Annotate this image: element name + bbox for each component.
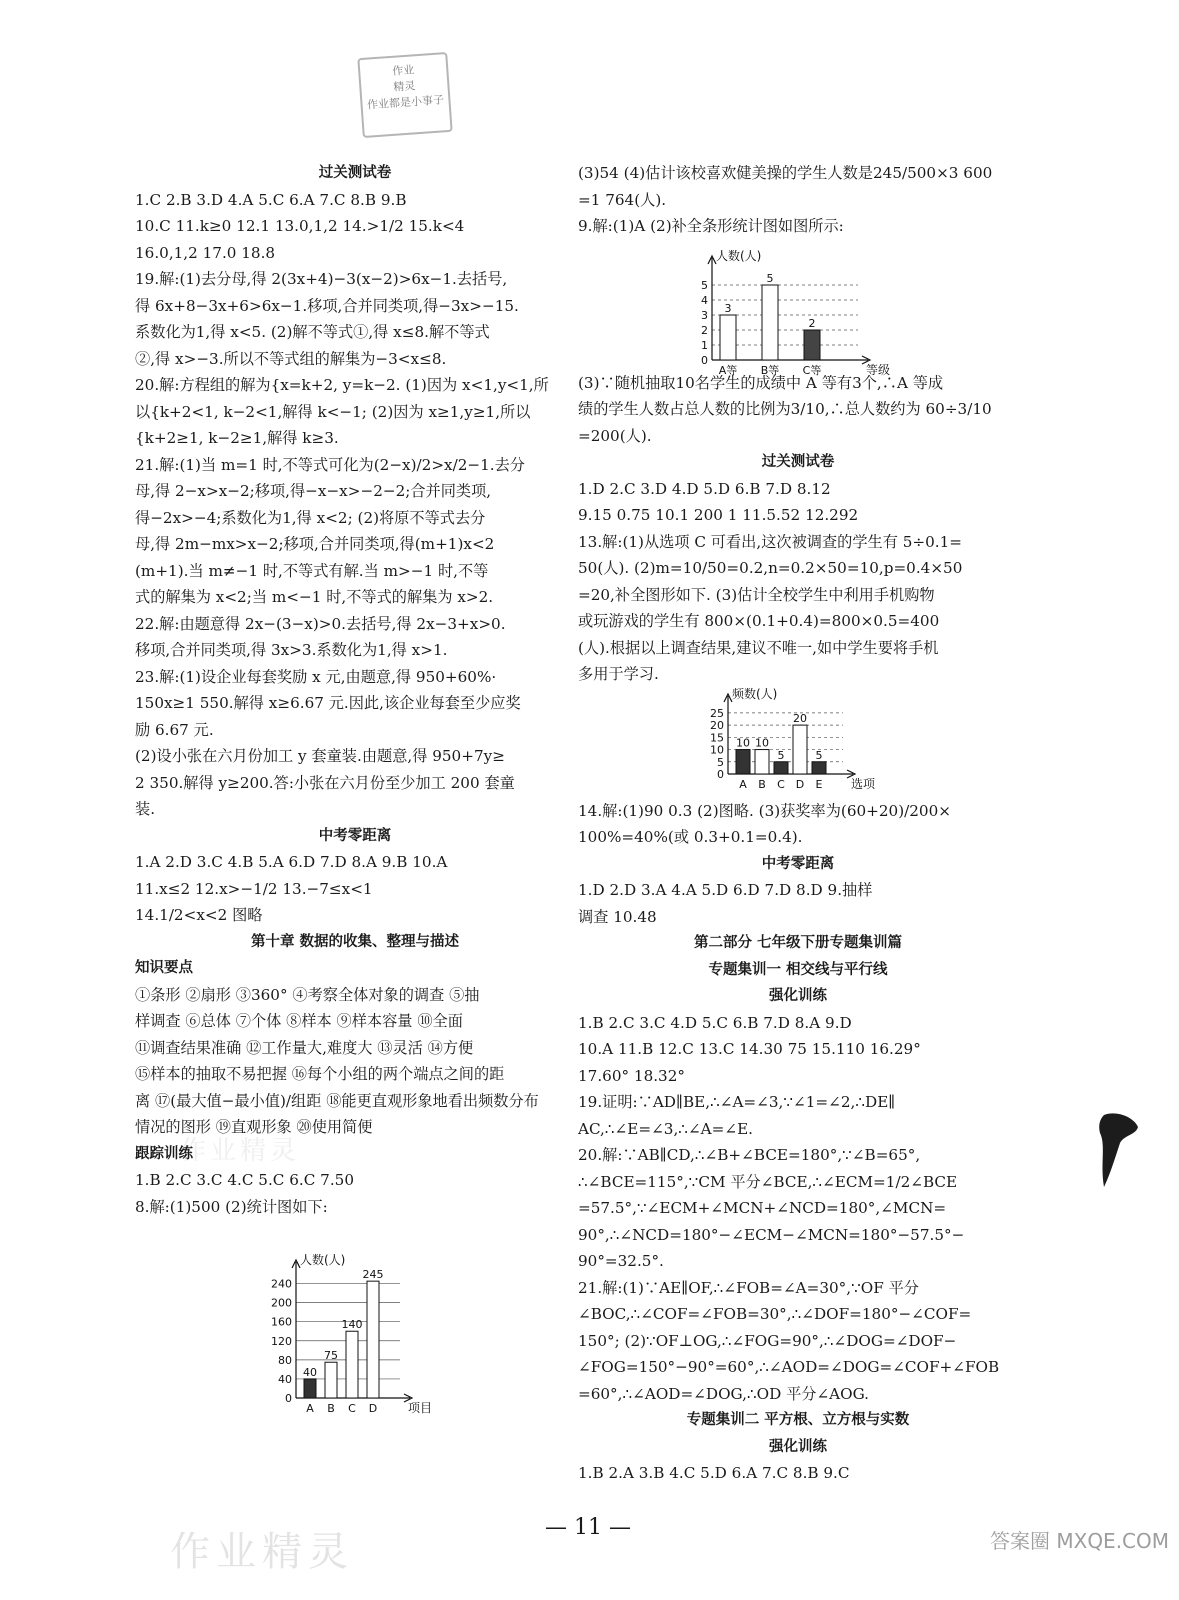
answer-line: 离 ⑰(最大值−最小值)/组距 ⑱能更直观形象地看出频数分布 [135,1091,539,1110]
y-tick-label: 200 [271,1296,292,1310]
watermark-center: 作业精灵 [180,1136,301,1166]
answer-line: (3)54 (4)估计该校喜欢健美操的学生人数是245/500×3 600 [578,164,993,182]
y-tick-label: 10 [710,743,724,757]
y-axis-title: 人数(人) [300,1253,346,1267]
answer-line: 90°=32.5°. [578,1252,664,1270]
stamp-line-2: 精灵 [392,79,416,94]
answer-line: (3)∵随机抽取10名学生的成绩中 A 等有3个,∴A 等成 [578,373,944,392]
answer-line: 22.解:由题意得 2x−(3−x)>0.去括号,得 2x−3+x>0. [135,614,506,633]
answer-line: AC,∴∠E=∠3,∴∠A=∠E. [578,1119,754,1138]
answer-line: 19.解:(1)去分母,得 2(3x+4)−3(x−2)>6x−1.去括号, [135,270,508,288]
bar-value-label: 5 [815,748,823,762]
y-tick-label: 40 [278,1372,292,1386]
section-heading: 强化训练 [769,988,827,1004]
bar-value-label: 3 [724,302,732,315]
y-tick-label: 80 [278,1353,292,1367]
answer-line: 绩的学生人数占总人数的比例为3/10,∴总人数约为 60÷3/10 [578,400,992,418]
y-tick-label: 15 [710,731,724,745]
y-tick-label: 5 [717,755,724,769]
watermark-bottom-left: 作业精灵 [170,1529,354,1575]
bar-C [346,1331,358,1398]
answer-line: 系数化为1,得 x<5. (2)解不等式①,得 x≤8.解不等式 [135,323,490,341]
y-tick-label: 1 [701,339,708,352]
bar-D [367,1281,379,1398]
answer-line: 多用于学习. [578,665,659,683]
answer-line: 17.60° 18.32° [578,1066,685,1085]
answer-line: 移项,合并同类项,得 3x>3.系数化为1,得 x>1. [135,641,448,659]
answer-line: 21.解:(1)当 m=1 时,不等式可化为(2−x)/2>x/2−1.去分 [135,455,525,474]
answer-line: 10.C 11.k≥0 12.1 13.0,1,2 14.>1/2 15.k<4 [135,217,465,235]
x-tick-label: A等 [718,364,738,377]
x-tick-label: C [777,778,785,791]
answer-line: 21.解:(1)∵AE∥OF,∴∠FOB=∠A=30°,∵OF 平分 [578,1278,919,1297]
y-tick-label: 0 [701,354,708,367]
answer-line: 50(人). (2)m=10/50=0.2,n=0.2×50=10,p=0.4×50 [578,559,963,577]
bar-A [304,1379,316,1398]
chart-option-frequency [700,687,890,794]
left-column [135,160,575,1220]
bar-value-label: 10 [755,736,769,750]
section-heading: 第二部分 七年级下册专题集训篇 [693,935,903,951]
answer-line: =60°,∴∠AOD=∠DOG,∴OD 平分∠AOG. [578,1384,870,1403]
answer-line: 1.B 2.C 3.C 4.D 5.C 6.B 7.D 8.A 9.D [578,1013,852,1032]
y-axis-title: 频数(人) [732,687,778,701]
x-tick-label: B [758,778,766,791]
answer-line: 2 350.解得 y≥200.答:小张在六月份至少加工 200 套童 [135,773,515,792]
chart-grade-counts [690,248,891,382]
section-heading: 第十章 数据的收集、整理与描述 [250,933,460,950]
section-heading: 专题集训二 平方根、立方根与实数 [686,1412,910,1428]
y-tick-label: 4 [701,294,708,307]
ink-blot [1096,1105,1141,1190]
answer-line: 14.解:(1)90 0.3 (2)图略. (3)获奖率为(60+20)/200× [578,801,951,820]
bar-value-label: 245 [362,1268,384,1282]
stamp-line-1: 作业 [391,63,415,78]
answer-line: 13.解:(1)从选项 C 可看出,这次被调查的学生有 5÷0.1= [578,532,962,551]
bar-B等 [762,285,778,360]
x-tick-label: E [815,778,823,791]
chart-project-counts [262,1248,432,1422]
answer-line: 调查 10.48 [578,907,657,926]
answer-line: ∠BOC,∴∠COF=∠FOB=30°,∴∠DOF=180°−∠COF= [578,1305,972,1323]
answer-line: ⑮样本的抽取不易把握 ⑯每个小组的两个端点之间的距 [135,1065,505,1083]
answer-line: ②,得 x>−3.所以不等式组的解集为−3<x≤8. [135,349,447,368]
bar-E [812,762,826,774]
section-heading: 过关测试卷 [761,454,835,470]
x-axis-title: 等级 [866,363,891,377]
y-tick-label: 2 [701,324,708,337]
y-tick-label: 240 [271,1277,292,1291]
answer-line: ∠FOG=150°−90°=60°,∴∠AOD=∠DOG=∠COF+∠FOB [578,1358,1000,1376]
answer-line: 以{k+2<1, k−2<1,解得 k<−1; (2)因为 x≥1,y≥1,所以 [135,402,531,421]
answer-line: 1.D 2.C 3.D 4.D 5.D 6.B 7.D 8.12 [578,479,831,498]
answer-line: ①条形 ②扇形 ③360° ④考察全体对象的调查 ⑤抽 [135,985,480,1004]
section-heading: 中考零距离 [761,855,835,872]
answer-line: 8.解:(1)500 (2)统计图如下: [135,1197,328,1216]
answer-line: =200(人). [578,426,652,445]
answer-line: 10.A 11.B 12.C 13.C 14.30 75 15.110 16.29° [578,1040,921,1058]
y-tick-label: 20 [710,719,724,733]
bar-D [793,725,807,774]
answer-line: =20,补全图形如下. (3)估计全校学生中利用手机购物 [578,585,935,604]
bar-A等 [720,315,736,360]
bar-value-label: 20 [793,712,807,726]
answer-line: 1.B 2.C 3.C 4.C 5.C 6.C 7.50 [135,1171,354,1189]
answer-line: 9.解:(1)A (2)补全条形统计图如图所示: [578,217,844,235]
x-tick-label: C [348,1402,356,1415]
bar-A [736,750,750,774]
y-tick-label: 0 [285,1392,292,1405]
answer-line: 或玩游戏的学生有 800×(0.1+0.4)=800×0.5=400 [578,612,940,630]
answer-line: 1.D 2.D 3.A 4.A 5.D 6.D 7.D 8.D 9.抽样 [578,881,873,899]
answer-line: 23.解:(1)设企业每套奖励 x 元,由题意,得 950+60%· [135,667,497,686]
page-number: — 11 — [545,1515,631,1540]
stamp-line-3: 作业都是小事子 [366,93,445,112]
answer-line: 11.x≤2 12.x>−1/2 13.−7≤x<1 [135,879,373,898]
chart-svg [690,248,891,378]
answer-line: ⑪调查结果准确 ⑫工作量大,难度大 ⑬灵活 ⑭方便 [135,1038,474,1057]
answer-line: 情况的图形 ⑲直观形象 ⑳使用简便 [135,1118,373,1136]
section-heading: 中考零距离 [318,827,392,844]
answer-line: ∴∠BCE=115°,∵CM 平分∠BCE,∴∠ECM=1/2∠BCE [578,1172,958,1191]
answer-line: =1 764(人). [578,190,667,209]
y-tick-label: 25 [710,706,724,720]
section-heading: 专题集训一 相交线与平行线 [708,961,888,978]
answer-line: 励 6.67 元. [135,720,214,739]
subsection-heading: 知识要点 [135,960,193,976]
stamp-logo [357,52,452,138]
bar-value-label: 40 [303,1365,317,1379]
bar-C [774,762,788,774]
x-axis-title: 项目 [408,1401,433,1415]
answer-line: 1.C 2.B 3.D 4.A 5.C 6.A 7.C 8.B 9.B [135,190,407,209]
y-tick-label: 160 [271,1315,292,1329]
answer-line: 样调查 ⑥总体 ⑦个体 ⑧样本 ⑨样本容量 ⑩全面 [135,1012,463,1030]
answer-line: 19.证明:∵AD∥BE,∴∠A=∠3,∵∠1=∠2,∴DE∥ [578,1093,896,1111]
answer-line: 1.B 2.A 3.B 4.C 5.D 6.A 7.C 8.B 9.C [578,1464,850,1482]
answer-line: 得 6x+8−3x+6>6x−1.移项,合并同类项,得−3x>−15. [135,296,519,315]
section-heading: 过关测试卷 [318,165,392,181]
answer-line: 14.1/2<x<2 图略 [135,906,263,924]
bar-C等 [804,330,820,360]
answer-line: 16.0,1,2 17.0 18.8 [135,243,276,262]
bar-B [755,750,769,774]
y-axis-title: 人数(人) [716,249,762,263]
answer-line: 20.解:方程组的解为{x=k+2, y=k−2. (1)因为 x<1,y<1,所 [135,376,549,394]
answer-line: 150°; (2)∵OF⊥OG,∴∠FOG=90°,∴∠DOG=∠DOF− [578,1331,957,1350]
answer-line: 1.A 2.D 3.C 4.B 5.A 6.D 7.D 8.A 9.B 10.A [135,853,448,871]
answer-line: =57.5°,∵∠ECM+∠MCN+∠NCD=180°,∠MCN= [578,1199,947,1217]
answer-line: (m+1).当 m≠−1 时,不等式有解.当 m>−1 时,不等 [135,561,489,580]
answer-line: 装. [135,800,156,818]
answer-line: (2)设小张在六月份加工 y 套童装.由题意,得 950+7y≥ [135,747,505,765]
y-tick-label: 0 [717,768,724,781]
answer-line: 9.15 0.75 10.1 200 1 11.5.52 12.292 [578,506,859,524]
bar-value-label: 10 [736,736,750,750]
answer-line: 150x≥1 550.解得 x≥6.67 元.因此,该企业每套至少应奖 [135,694,521,712]
answer-line: 100%=40%(或 0.3+0.1=0.4). [578,828,803,846]
chart-svg [700,687,890,791]
x-tick-label: A [739,778,747,791]
subsection-heading: 跟踪训练 [135,1145,193,1162]
x-axis-title: 选项 [851,777,876,791]
bar-value-label: 2 [808,317,816,330]
bar-value-label: 75 [324,1349,338,1363]
answer-line: {k+2≥1, k−2≥1,解得 k≥3. [135,429,339,447]
section-heading: 强化训练 [769,1438,827,1455]
answer-line: 式的解集为 x<2;当 m<−1 时,不等式的解集为 x>2. [135,588,494,606]
x-tick-label: D [795,778,805,791]
chart-svg [262,1248,432,1418]
x-tick-label: A [306,1402,314,1415]
x-tick-label: D [368,1402,378,1415]
answer-line: 母,得 2−x>x−2;移项,得−x−x>−2−2;合并同类项, [135,482,492,500]
bar-value-label: 140 [341,1318,363,1332]
x-tick-label: B [327,1402,335,1415]
bar-value-label: 5 [777,748,785,762]
watermark-bottom-right: 答案圈 MXQE.COM [990,1529,1170,1553]
x-tick-label: B等 [760,364,780,377]
answer-line: 90°,∴∠NCD=180°−∠ECM−∠MCN=180°−57.5°− [578,1225,965,1244]
y-tick-label: 5 [701,279,708,292]
answer-line: 得−2x>−4;系数化为1,得 x<2; (2)将原不等式去分 [135,508,486,527]
answer-line: 20.解:∵AB∥CD,∴∠B+∠BCE=180°,∵∠B=65°, [578,1146,921,1164]
y-tick-label: 120 [271,1334,292,1348]
answer-line: 母,得 2m−mx>x−2;移项,合并同类项,得(m+1)x<2 [135,535,495,553]
bar-B [325,1362,337,1398]
x-tick-label: C等 [802,364,822,377]
answer-line: (人).根据以上调查结果,建议不唯一,如中学生要将手机 [578,638,939,657]
bar-value-label: 5 [766,272,774,285]
y-tick-label: 3 [701,309,708,322]
